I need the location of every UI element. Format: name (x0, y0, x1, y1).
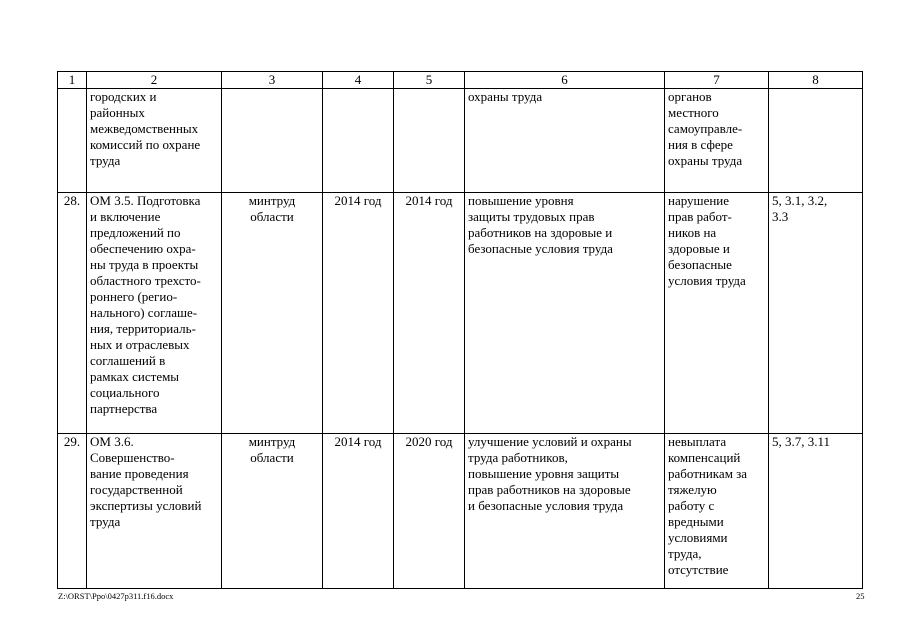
table-row (58, 193, 863, 434)
row-number-cell: 28. (58, 193, 87, 434)
measure-cell: городских и районных межведомственных комиссий по охране труда (87, 89, 222, 193)
reference-cell: 5, 3.1, 3.2, 3.3 (769, 193, 863, 434)
end-year-cell: 2020 год (394, 434, 465, 589)
column-header: 8 (769, 72, 863, 89)
measure-cell: ОМ 3.5. Подготовка и включение предложений по обеспечению охра- ны труда в проекты областного трехсто- роннего (регио- нального) соглаше- ния, территориаль- ных и отраслевых соглашений в рамках системы социального партнерства (87, 193, 222, 434)
risk-cell: нарушение прав работ- ников на здоровые и безопасные условия труда (665, 193, 769, 434)
start-year-cell: 2014 год (323, 193, 394, 434)
reference-cell: 5, 3.7, 3.11 (769, 434, 863, 589)
table-row (58, 89, 863, 193)
table-row (58, 434, 863, 589)
measure-cell: ОМ 3.6. Совершенство- вание проведения государственной экспертизы условий труда (87, 434, 222, 589)
footer-file-path: Z:\ORST\Ppo\0427p311.f16.docx (58, 591, 174, 601)
page-number: 25 (856, 591, 865, 601)
executor-cell (222, 89, 323, 193)
column-header: 5 (394, 72, 465, 89)
executor-cell: минтруд области (222, 434, 323, 589)
executor-cell: минтруд области (222, 193, 323, 434)
column-header: 7 (665, 72, 769, 89)
row-number-cell (58, 89, 87, 193)
column-header: 6 (465, 72, 665, 89)
column-header: 4 (323, 72, 394, 89)
start-year-cell (323, 89, 394, 193)
table-header-row (58, 72, 863, 89)
column-header: 1 (58, 72, 87, 89)
start-year-cell: 2014 год (323, 434, 394, 589)
result-cell: улучшение условий и охраны труда работников, повышение уровня защиты прав работников на здоровые и безопасные условия труда (465, 434, 665, 589)
column-header: 2 (87, 72, 222, 89)
reference-cell (769, 89, 863, 193)
end-year-cell (394, 89, 465, 193)
result-cell: охраны труда (465, 89, 665, 193)
risk-cell: невыплата компенсаций работникам за тяжелую работу с вредными условиями труда, отсутствие (665, 434, 769, 589)
result-cell: повышение уровня защиты трудовых прав работников на здоровые и безопасные условия труда (465, 193, 665, 434)
end-year-cell: 2014 год (394, 193, 465, 434)
measures-table (57, 71, 863, 589)
column-header: 3 (222, 72, 323, 89)
risk-cell: органов местного самоуправле- ния в сфере охраны труда (665, 89, 769, 193)
row-number-cell: 29. (58, 434, 87, 589)
